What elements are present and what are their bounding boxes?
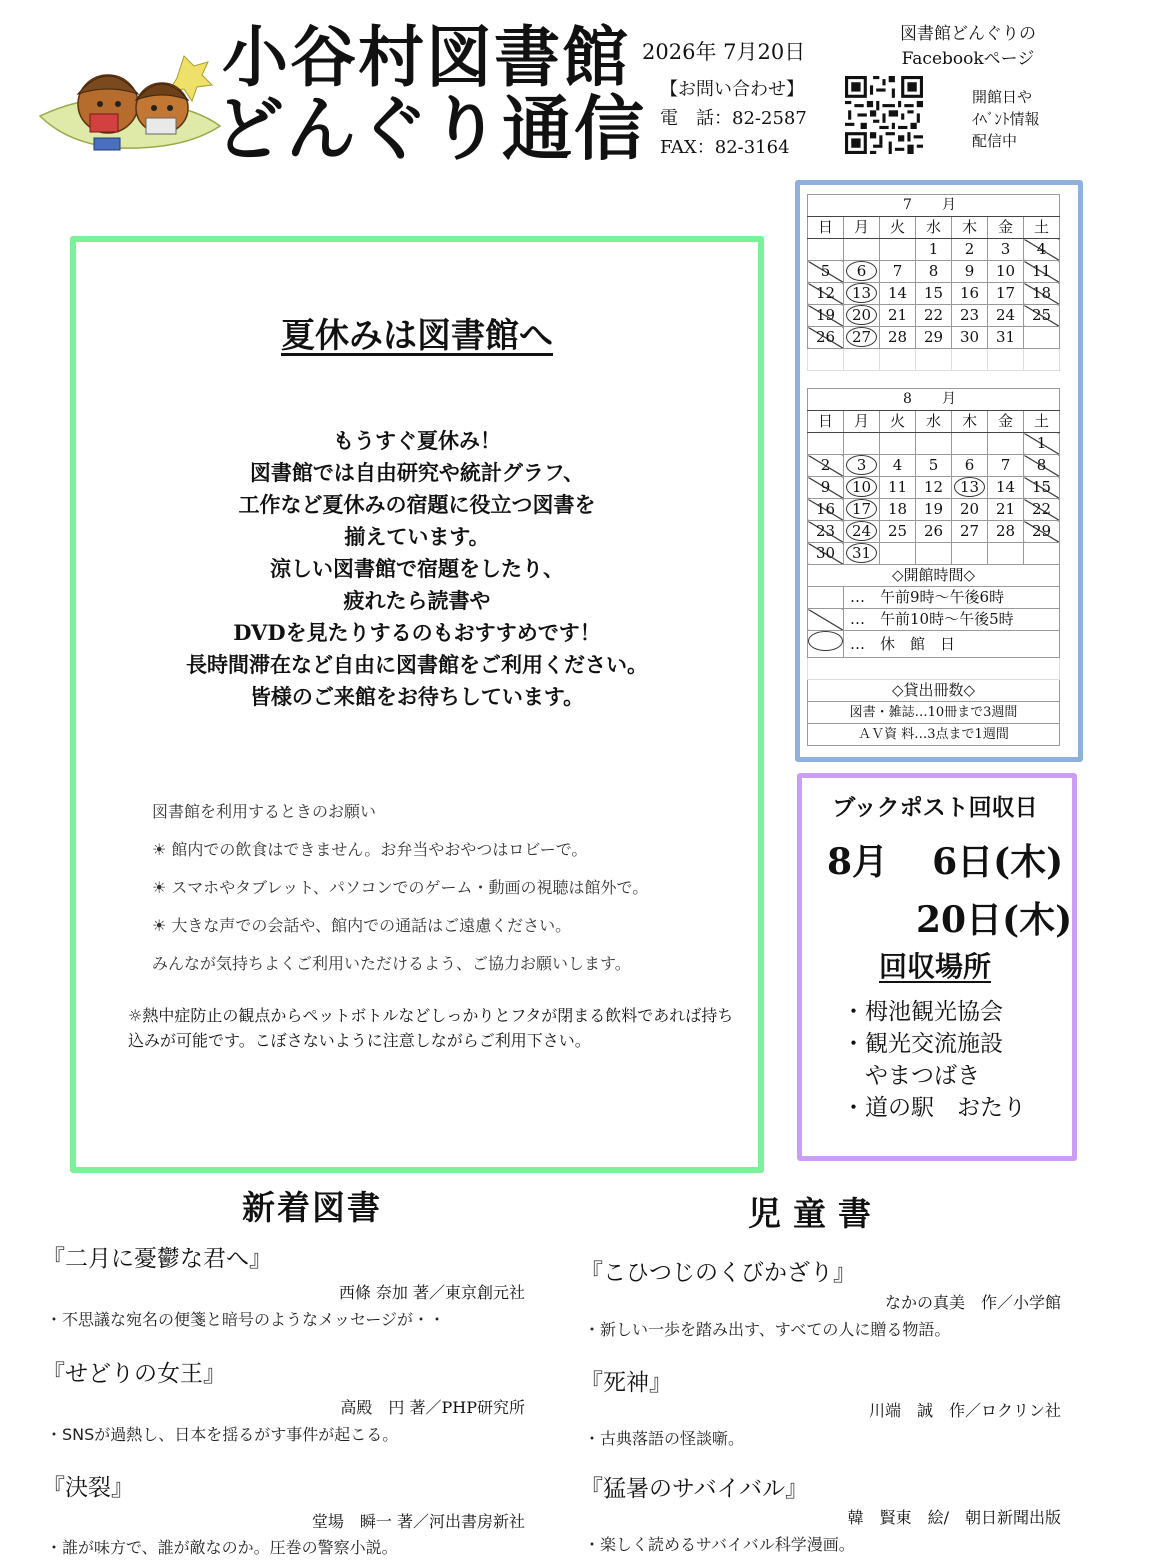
library-rules bbox=[152, 793, 648, 983]
bookpost-date-2: 20日(木) bbox=[916, 899, 1073, 941]
intro-line: 疲れたら読書や bbox=[343, 588, 491, 613]
calendar-day: 8 bbox=[916, 261, 952, 283]
kids-book-desc: ・新しい一歩を踏み出す、すべての人に贈る物語。 bbox=[584, 1320, 951, 1339]
calendar-day: 4 bbox=[1024, 239, 1060, 261]
weekday-header: 木 bbox=[952, 411, 988, 433]
contact-heading: 【お問い合わせ】 bbox=[660, 79, 804, 100]
calendar-day: 29 bbox=[1024, 521, 1060, 543]
facebook-note-line: 配信中 bbox=[972, 132, 1018, 150]
loan-rule: 図書・雑誌…10冊まで3週間 bbox=[808, 702, 1060, 724]
rules-closing: みんなが気持ちよくご利用いただけるよう、ご協力お願いします。 bbox=[152, 954, 631, 973]
calendar-day: 30 bbox=[952, 327, 988, 349]
legend-text: … 休 館 日 bbox=[844, 631, 1060, 658]
weekday-header: 火 bbox=[880, 411, 916, 433]
facebook-note bbox=[972, 86, 1040, 152]
calendar-day: 12 bbox=[916, 477, 952, 499]
weekday-header-row bbox=[808, 411, 1060, 433]
intro-line: もうすぐ夏休み！ bbox=[333, 428, 501, 453]
calendar-empty-cell bbox=[844, 239, 880, 261]
acorn-mascot-illustration bbox=[34, 38, 224, 160]
rules-heading: 図書館を利用するときのお願い bbox=[152, 802, 377, 821]
calendar-day: 30 bbox=[808, 543, 844, 565]
intro-line: 涼しい図書館で宿題をしたり、 bbox=[270, 556, 564, 581]
calendar-day: 17 bbox=[988, 283, 1024, 305]
calendar-day: 2 bbox=[808, 455, 844, 477]
calendar-day: 16 bbox=[808, 499, 844, 521]
calendar-day: 4 bbox=[880, 455, 916, 477]
weekday-header: 水 bbox=[916, 217, 952, 239]
rule-item: ☀ スマホやタブレット、パソコンでのゲーム・動画の視聴は館外で。 bbox=[152, 878, 649, 897]
kids-book-author: 韓 賢東 絵/ 朝日新聞出版 bbox=[847, 1508, 1061, 1527]
calendar-day: 10 bbox=[988, 261, 1024, 283]
legend-marker-slash bbox=[808, 609, 844, 631]
new-book-author: 西條 奈加 著／東京創元社 bbox=[338, 1283, 525, 1302]
collection-place-title bbox=[800, 945, 1070, 985]
new-book-title: 『決裂』 bbox=[42, 1475, 134, 1501]
calendar-day: 1 bbox=[916, 239, 952, 261]
calendar-week-row bbox=[808, 327, 1060, 349]
calendar-day: 21 bbox=[880, 305, 916, 327]
calendar-empty-cell bbox=[880, 433, 916, 455]
legend-row-regular bbox=[808, 587, 1060, 609]
calendar-day: 14 bbox=[880, 283, 916, 305]
weekday-header: 水 bbox=[916, 411, 952, 433]
calendar-day: 8 bbox=[1024, 455, 1060, 477]
calendar-week-row bbox=[808, 499, 1060, 521]
weekday-header: 日 bbox=[808, 411, 844, 433]
calendar-empty-cell bbox=[952, 433, 988, 455]
heatstroke-note: ☼熱中症防止の観点からペットボトルなどしっかりとフタが閉まる飲料であれば持ち込みが可能です。こぼさないように注意しながらご利用下さい。 bbox=[128, 1006, 734, 1050]
kids-book-title: 『死神』 bbox=[580, 1370, 672, 1396]
calendar-day: 1 bbox=[1024, 433, 1060, 455]
legend-marker-circle bbox=[808, 631, 844, 658]
contact-block bbox=[660, 75, 807, 162]
new-book-desc: ・不思議な宛名の便箋と暗号のようなメッセージが・・ bbox=[46, 1310, 446, 1329]
weekday-header-row bbox=[808, 217, 1060, 239]
calendar-day: 19 bbox=[916, 499, 952, 521]
new-book-desc: ・誰が味方で、誰が敵なのか。圧巻の警察小説。 bbox=[46, 1538, 398, 1557]
phone-number: 電 話：82-2587 bbox=[660, 108, 807, 129]
hours-title: ◇開館時間◇ bbox=[808, 565, 1060, 587]
kids-book-title: 『こひつじのくびかざり』 bbox=[580, 1260, 856, 1286]
calendar-week-row bbox=[808, 239, 1060, 261]
kids-book-title: 『猛暑のサバイバル』 bbox=[580, 1476, 809, 1502]
intro-line: 長時間滞在など自由に図書館をご利用ください。 bbox=[186, 652, 648, 677]
calendar-day: 20 bbox=[844, 305, 880, 327]
collection-places bbox=[842, 996, 1026, 1124]
calendar-weeks bbox=[808, 433, 1060, 565]
calendar-week-row bbox=[808, 543, 1060, 565]
facebook-caption-line1: 図書館どんぐりの bbox=[900, 24, 1036, 44]
calendar-day: 26 bbox=[916, 521, 952, 543]
calendar-day: 31 bbox=[988, 327, 1024, 349]
calendar-day: 11 bbox=[880, 477, 916, 499]
calendar-week-row bbox=[808, 261, 1060, 283]
calendar-week-row bbox=[808, 305, 1060, 327]
calendar-day: 27 bbox=[952, 521, 988, 543]
calendar-day: 9 bbox=[808, 477, 844, 499]
calendar-empty-cell bbox=[1024, 327, 1060, 349]
calendar-day: 22 bbox=[1024, 499, 1060, 521]
calendar-day: 25 bbox=[880, 521, 916, 543]
calendar-empty-cell bbox=[844, 433, 880, 455]
loan-rule: ＡＶ資 料…3点まで1週間 bbox=[808, 724, 1060, 746]
calendar-empty-cell bbox=[952, 543, 988, 565]
rule-item: ☀ 大きな声での会話や、館内での通話はご遠慮ください。 bbox=[152, 916, 572, 935]
calendar-blank-row bbox=[808, 658, 1060, 680]
calendar-day: 29 bbox=[916, 327, 952, 349]
weekday-header: 日 bbox=[808, 217, 844, 239]
calendar-day: 31 bbox=[844, 543, 880, 565]
calendar-day: 16 bbox=[952, 283, 988, 305]
calendar-day: 21 bbox=[988, 499, 1024, 521]
weekday-header: 木 bbox=[952, 217, 988, 239]
calendar-day: 3 bbox=[844, 455, 880, 477]
kids-book-desc: ・楽しく読めるサバイバル科学漫画。 bbox=[584, 1535, 855, 1554]
collection-place: ・栂池観光協会 bbox=[842, 999, 1003, 1025]
calendar-day: 3 bbox=[988, 239, 1024, 261]
calendar-day: 24 bbox=[844, 521, 880, 543]
collection-place-title-text: 回収場所 bbox=[878, 950, 991, 983]
kids-books-heading: 児童書 bbox=[748, 1194, 883, 1233]
bookpost-month: 8月 bbox=[827, 841, 889, 883]
calendar-day: 27 bbox=[844, 327, 880, 349]
calendar-day: 22 bbox=[916, 305, 952, 327]
calendar-blank-row bbox=[808, 349, 1060, 371]
calendar-day: 20 bbox=[952, 499, 988, 521]
summer-notice-title bbox=[70, 308, 764, 357]
legend-row-closed bbox=[808, 631, 1060, 658]
new-books-heading: 新着図書 bbox=[242, 1188, 382, 1227]
calendar-day: 13 bbox=[952, 477, 988, 499]
calendar-day: 2 bbox=[952, 239, 988, 261]
calendar-day: 18 bbox=[1024, 283, 1060, 305]
calendar-day: 6 bbox=[952, 455, 988, 477]
kids-book-author: なかの真美 作／小学館 bbox=[884, 1293, 1061, 1312]
calendar-day: 18 bbox=[880, 499, 916, 521]
facebook-caption-line2: Facebookページ bbox=[901, 49, 1035, 69]
calendar-day: 12 bbox=[808, 283, 844, 305]
calendar-day: 26 bbox=[808, 327, 844, 349]
new-book-title: 『せどりの女王』 bbox=[42, 1361, 226, 1387]
legend-text: … 午前10時～午後5時 bbox=[844, 609, 1060, 631]
calendar-empty-cell bbox=[916, 433, 952, 455]
summer-notice-intro bbox=[70, 425, 764, 713]
calendar-weeks bbox=[808, 239, 1060, 349]
calendar-day: 24 bbox=[988, 305, 1024, 327]
calendar-week-row bbox=[808, 283, 1060, 305]
calendar-empty-cell bbox=[988, 543, 1024, 565]
weekday-header: 金 bbox=[988, 411, 1024, 433]
newsletter-title-library: 小谷村図書館 bbox=[222, 18, 630, 96]
intro-line: 工作など夏休みの宿題に役立つ図書を bbox=[238, 492, 596, 517]
calendar-week-row bbox=[808, 477, 1060, 499]
intro-line: 皆様のご来館をお待ちしています。 bbox=[249, 684, 585, 709]
calendar-week-row bbox=[808, 455, 1060, 477]
new-book-desc: ・SNSが過熱し、日本を揺るがす事件が起こる。 bbox=[46, 1425, 399, 1444]
legend-marker-blank bbox=[808, 587, 844, 609]
calendar-empty-cell bbox=[808, 433, 844, 455]
calendar-day: 25 bbox=[1024, 305, 1060, 327]
legend-text: … 午前9時～午後6時 bbox=[844, 587, 1060, 609]
calendar-empty-cell bbox=[880, 239, 916, 261]
loan-title: ◇貸出冊数◇ bbox=[808, 680, 1060, 702]
calendar-day: 19 bbox=[808, 305, 844, 327]
calendar-day: 15 bbox=[916, 283, 952, 305]
rule-item: ☀ 館内での飲食はできません。お弁当やおやつはロビーで。 bbox=[152, 840, 588, 859]
calendar-day: 11 bbox=[1024, 261, 1060, 283]
new-book-title: 『二月に憂鬱な君へ』 bbox=[42, 1246, 272, 1272]
calendar-month-label: 7 月 bbox=[808, 195, 1060, 217]
calendar-day: 23 bbox=[952, 305, 988, 327]
intro-line: 図書館では自由研究や統計グラフ、 bbox=[249, 460, 585, 485]
weekday-header: 土 bbox=[1024, 411, 1060, 433]
calendar-day: 15 bbox=[1024, 477, 1060, 499]
new-book-author: 堂場 瞬一 著／河出書房新社 bbox=[311, 1512, 525, 1531]
fax-number: FAX：82-3164 bbox=[660, 137, 790, 158]
calendar-day: 10 bbox=[844, 477, 880, 499]
summer-notice-title-text: 夏休みは図書館へ bbox=[281, 316, 553, 356]
calendar-day: 28 bbox=[988, 521, 1024, 543]
collection-place: ・観光交流施設 bbox=[842, 1031, 1003, 1057]
weekday-header: 土 bbox=[1024, 217, 1060, 239]
intro-line: DVDを見たりするのもおすすめです！ bbox=[233, 620, 601, 645]
calendar-august bbox=[807, 388, 1060, 746]
facebook-caption bbox=[868, 22, 1068, 72]
calendar-day: 5 bbox=[808, 261, 844, 283]
facebook-note-line: 開館日や bbox=[972, 88, 1033, 106]
calendar-empty-cell bbox=[1024, 543, 1060, 565]
calendar-day: 13 bbox=[844, 283, 880, 305]
calendar-month-label: 8 月 bbox=[808, 389, 1060, 411]
issue-date: 2026年 7月20日 bbox=[642, 40, 806, 64]
collection-place: やまつばき bbox=[842, 1063, 980, 1089]
weekday-header: 月 bbox=[844, 411, 880, 433]
calendar-empty-cell bbox=[988, 433, 1024, 455]
calendar-day: 28 bbox=[880, 327, 916, 349]
calendar-day: 7 bbox=[880, 261, 916, 283]
calendar-day: 7 bbox=[988, 455, 1024, 477]
bookpost-date-1 bbox=[827, 834, 1063, 885]
facebook-qr-code-icon[interactable] bbox=[845, 75, 923, 155]
calendar-day: 17 bbox=[844, 499, 880, 521]
calendar-day: 9 bbox=[952, 261, 988, 283]
kids-book-desc: ・古典落語の怪談噺。 bbox=[584, 1429, 745, 1448]
calendar-day: 5 bbox=[916, 455, 952, 477]
facebook-note-line: ｲﾍﾞﾝﾄ情報 bbox=[972, 110, 1040, 128]
calendar-empty-cell bbox=[808, 239, 844, 261]
calendar-day: 14 bbox=[988, 477, 1024, 499]
weekday-header: 金 bbox=[988, 217, 1024, 239]
new-book-author: 高殿 円 著／PHP研究所 bbox=[340, 1398, 525, 1417]
newsletter-title-donguri: どんぐり通信 bbox=[214, 87, 646, 170]
calendar-week-row bbox=[808, 433, 1060, 455]
calendar-empty-cell bbox=[880, 543, 916, 565]
kids-book-author: 川端 誠 作／ロクリン社 bbox=[868, 1401, 1061, 1420]
intro-line: 揃えています。 bbox=[344, 524, 490, 549]
calendar-week-row bbox=[808, 521, 1060, 543]
weekday-header: 月 bbox=[844, 217, 880, 239]
calendar-july bbox=[807, 194, 1060, 371]
weekday-header: 火 bbox=[880, 217, 916, 239]
calendar-empty-cell bbox=[916, 543, 952, 565]
legend-row-shortened bbox=[808, 609, 1060, 631]
bookpost-title: ブックポスト回収日 bbox=[832, 794, 1038, 821]
collection-place: ・道の駅 おたり bbox=[842, 1095, 1026, 1121]
calendar-day: 6 bbox=[844, 261, 880, 283]
bookpost-day: 6日(木) bbox=[932, 841, 1064, 883]
calendar-day: 23 bbox=[808, 521, 844, 543]
